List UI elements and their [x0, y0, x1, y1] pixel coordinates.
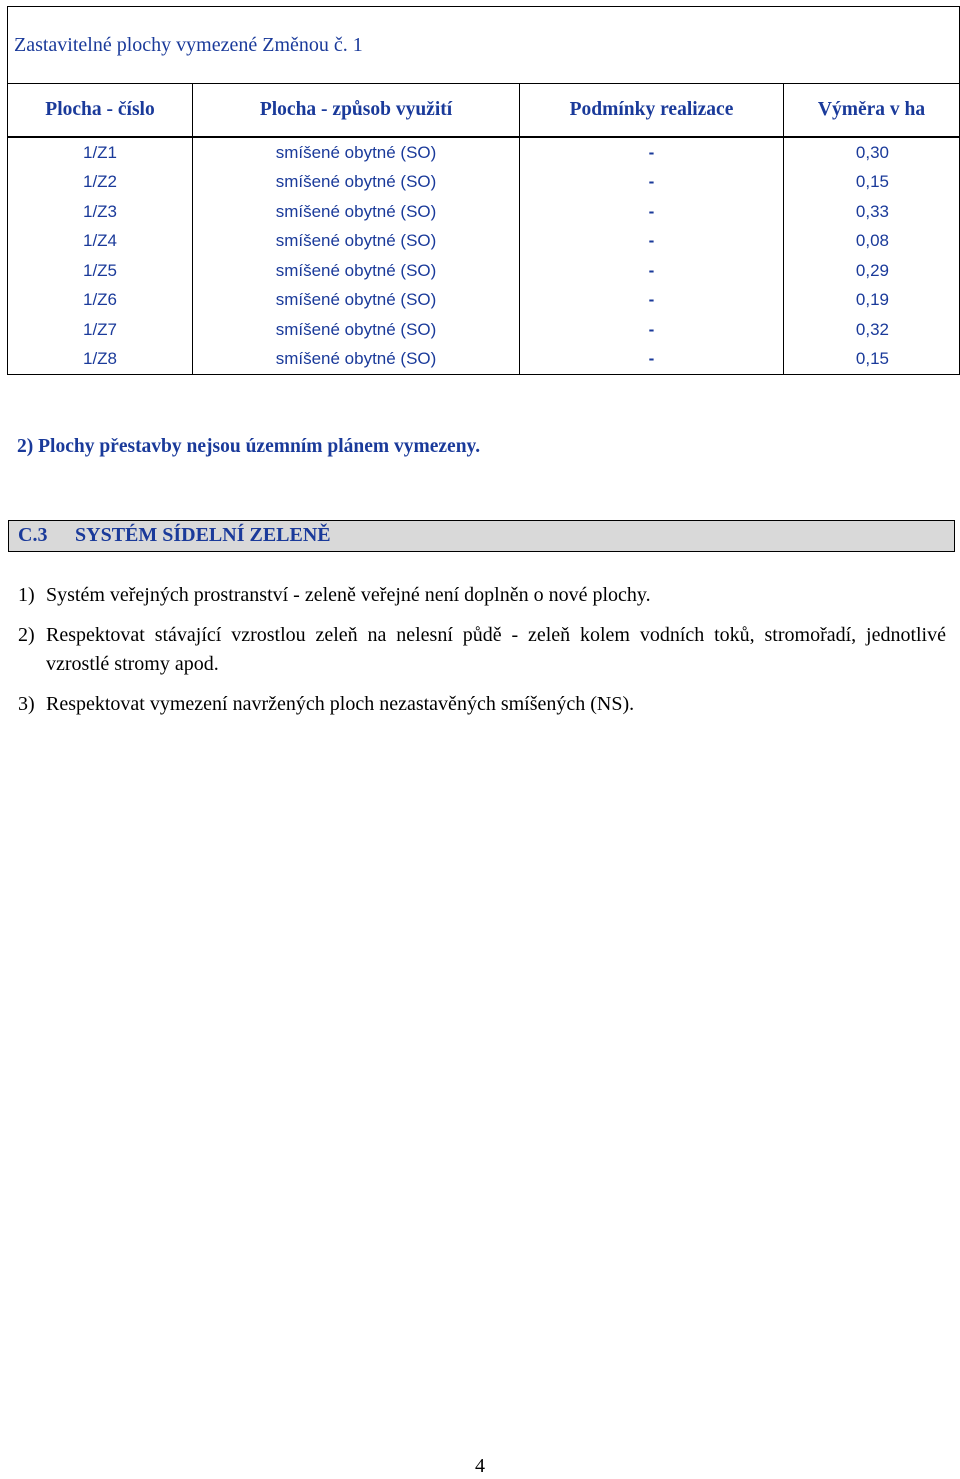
page-number: 4	[475, 1455, 485, 1477]
header-conditions: Podmínky realizace	[520, 84, 784, 138]
cell-plot-id: 1/Z2	[8, 168, 193, 198]
cell-condition: -	[520, 286, 784, 316]
cell-area: 0,32	[784, 315, 960, 345]
cell-plot-id: 1/Z3	[8, 197, 193, 227]
list-item-text: Respektovat vymezení navržených ploch nezastavěných smíšených (NS).	[46, 693, 635, 715]
cell-area: 0,19	[784, 286, 960, 316]
table-row	[8, 137, 960, 168]
header-plot-number: Plocha - číslo	[8, 84, 193, 138]
cell-condition: -	[520, 168, 784, 198]
table-row	[8, 315, 960, 345]
section-number: C.3	[18, 524, 48, 546]
cell-condition: -	[520, 197, 784, 227]
cell-condition: -	[520, 137, 784, 168]
header-area: Výměra v ha	[784, 84, 960, 138]
cell-area: 0,30	[784, 137, 960, 168]
cell-condition: -	[520, 345, 784, 375]
list-item-text: Systém veřejných prostranství - zeleně veřejné není doplněn o nové plochy.	[46, 584, 651, 606]
list-item-text: Respektovat stávající vzrostlou zeleň na nelesní půdě - zeleň kolem vodních toků, stromořadí, jednotlivé vzrostlé stromy apod.	[46, 624, 946, 675]
cell-plot-id: 1/Z4	[8, 227, 193, 257]
cell-plot-id: 1/Z7	[8, 315, 193, 345]
cell-plot-use: smíšené obytné (SO)	[193, 168, 520, 198]
table-row	[8, 227, 960, 257]
cell-plot-use: smíšené obytné (SO)	[193, 197, 520, 227]
table-row	[8, 168, 960, 198]
cell-area: 0,33	[784, 197, 960, 227]
cell-plot-id: 1/Z5	[8, 256, 193, 286]
section-title: SYSTÉM SÍDELNÍ ZELENĚ	[75, 524, 331, 546]
redevelopment-note: 2) Plochy přestavby nejsou územním plánem vymezeny.	[17, 436, 481, 457]
section-heading	[8, 520, 955, 552]
cell-plot-id: 1/Z1	[8, 137, 193, 168]
list-item-number: 1)	[18, 584, 35, 606]
table-row	[8, 345, 960, 375]
cell-plot-use: smíšené obytné (SO)	[193, 256, 520, 286]
table-row	[8, 197, 960, 227]
cell-area: 0,15	[784, 168, 960, 198]
cell-area: 0,15	[784, 345, 960, 375]
cell-condition: -	[520, 256, 784, 286]
plots-table	[7, 6, 960, 375]
cell-plot-id: 1/Z6	[8, 286, 193, 316]
cell-plot-id: 1/Z8	[8, 345, 193, 375]
cell-area: 0,29	[784, 256, 960, 286]
list-item	[18, 690, 946, 719]
list-item	[18, 581, 946, 610]
cell-area: 0,08	[784, 227, 960, 257]
cell-condition: -	[520, 315, 784, 345]
cell-plot-use: smíšené obytné (SO)	[193, 227, 520, 257]
cell-plot-use: smíšené obytné (SO)	[193, 137, 520, 168]
cell-plot-use: smíšené obytné (SO)	[193, 286, 520, 316]
table-row	[8, 286, 960, 316]
cell-plot-use: smíšené obytné (SO)	[193, 315, 520, 345]
table-title: Zastavitelné plochy vymezené Změnou č. 1	[8, 7, 960, 84]
cell-plot-use: smíšené obytné (SO)	[193, 345, 520, 375]
table-row	[8, 256, 960, 286]
cell-condition: -	[520, 227, 784, 257]
list-item-number: 3)	[18, 693, 35, 715]
table-header-row	[8, 84, 960, 138]
list-item	[18, 621, 946, 679]
header-plot-use: Plocha - způsob využití	[193, 84, 520, 138]
list-item-number: 2)	[18, 624, 35, 646]
